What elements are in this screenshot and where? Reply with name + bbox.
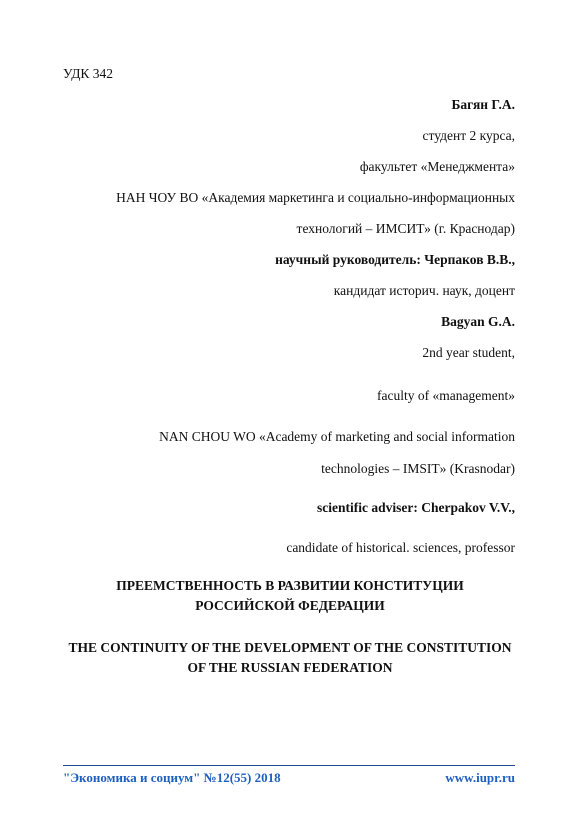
author-name-en: Bagyan G.A.: [441, 314, 515, 329]
title-en-line1: THE CONTINUITY OF THE DEVELOPMENT OF THE CONSTITUTION: [68, 640, 512, 655]
adviser-degree-en: candidate of historical. sciences, professor: [286, 540, 515, 555]
title-ru-line1: ПРЕЕМСТВЕННОСТЬ В РАЗВИТИИ КОНСТИТУЦИИ: [116, 578, 464, 593]
author-name-ru: Багян Г.А.: [451, 97, 515, 112]
author-faculty-en: faculty of «management»: [377, 388, 515, 403]
institution-ru-line1: НАН ЧОУ ВО «Академия маркетинга и социально-информационных: [116, 190, 515, 205]
title-en-line2: OF THE RUSSIAN FEDERATION: [187, 660, 393, 675]
institution-en-line1: NAN CHOU WO «Academy of marketing and social information: [159, 429, 515, 444]
author-position-ru: студент 2 курса,: [422, 128, 515, 143]
udk-code: УДК 342: [63, 66, 114, 81]
footer-website-link[interactable]: www.iupr.ru: [445, 770, 515, 785]
adviser-en: scientific adviser: Cherpakov V.V.,: [316, 500, 515, 515]
institution-en-line2: technologies – IMSIT» (Krasnodar): [321, 461, 515, 476]
author-position-en: 2nd year student,: [422, 345, 515, 360]
footer-journal: "Экономика и социум" №12(55) 2018: [63, 770, 281, 785]
author-faculty-ru: факультет «Менеджмента»: [359, 159, 515, 174]
footer-divider: [63, 765, 515, 766]
institution-ru-line2: технологий – ИМСИТ» (г. Краснодар): [296, 221, 515, 236]
adviser-degree-ru: кандидат историч. наук, доцент: [333, 283, 515, 298]
adviser-ru: научный руководитель: Черпаков В.В.,: [275, 252, 515, 267]
title-ru-line2: РОССИЙСКОЙ ФЕДЕРАЦИИ: [195, 598, 385, 613]
